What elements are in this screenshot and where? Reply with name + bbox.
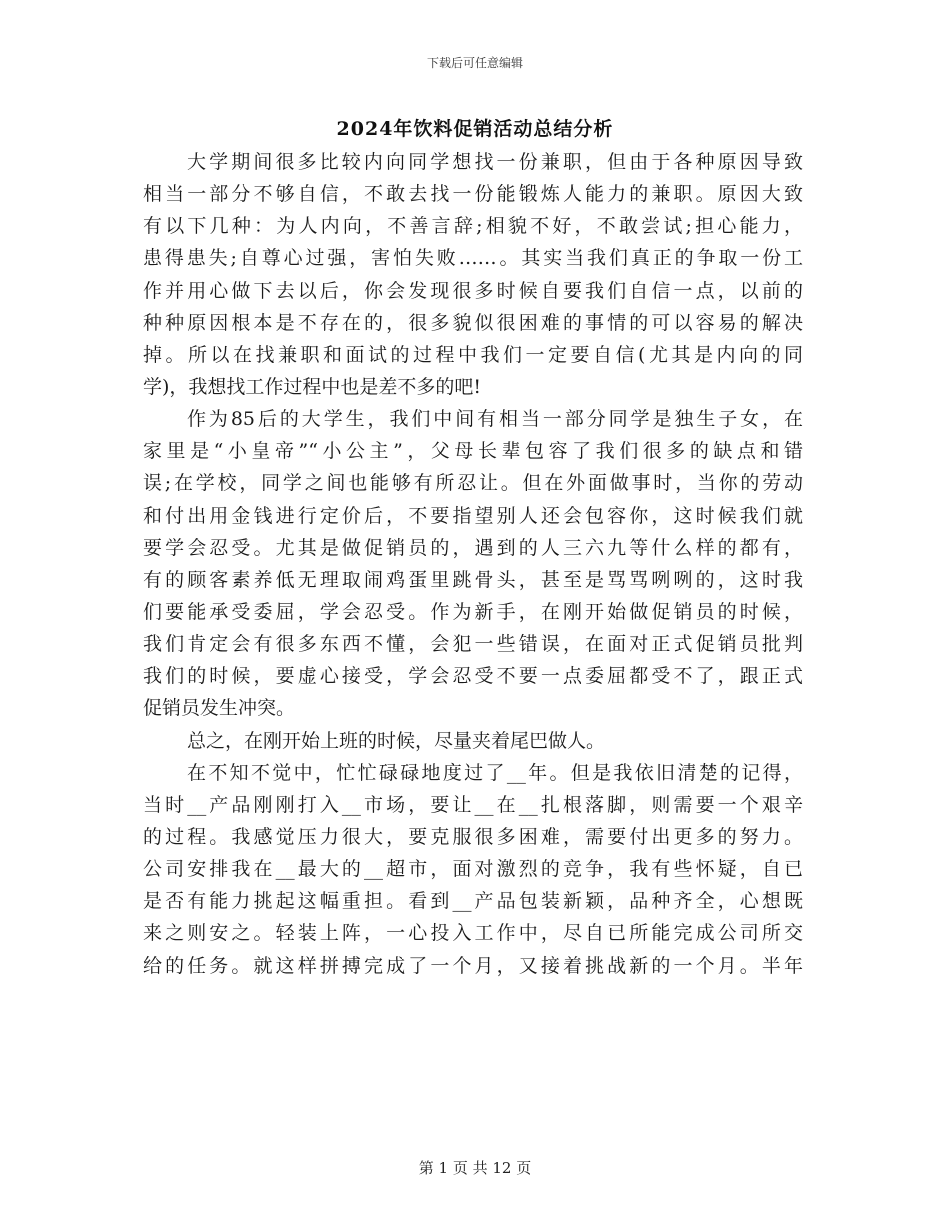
text-line: 家里是“小皇帝”“小公主”，父母长辈包容了我们很多的缺点和错 <box>143 440 803 463</box>
text-line: 和付出用金钱进行定价后，不要指望别人还会包容你，这时候我们就 <box>143 504 803 527</box>
document-title: 2024年饮料促销活动总结分析 <box>336 118 614 140</box>
text-line: 们要能承受委屈，学会忍受。作为新手，在刚开始做促销员的时候， <box>143 600 803 623</box>
text-line: 患得患失;自尊心过强，害怕失败……。其实当我们真正的争取一份工 <box>143 247 803 270</box>
text-line: 学)，我想找工作过程中也是差不多的吧! <box>143 375 482 398</box>
text-line: 总之，在刚开始上班的时候，尽量夹着尾巴做人。 <box>187 729 606 752</box>
text-line: 种种原因根本是不存在的，很多貌似很困难的事情的可以容易的解决 <box>143 311 803 334</box>
text-line: 给的任务。就这样拼搏完成了一个月，又接着挑战新的一个月。半年 <box>143 954 803 977</box>
text-line: 当时__产品刚刚打入__市场，要让__在__扎根落脚，则需要一个艰辛 <box>143 793 803 816</box>
header-note: 下载后可任意编辑 <box>426 56 523 70</box>
text-line: 掉。所以在找兼职和面试的过程中我们一定要自信(尤其是内向的同 <box>143 343 803 366</box>
text-line: 是否有能力挑起这幅重担。看到__产品包装新颖，品种齐全，心想既 <box>143 890 803 913</box>
text-line: 相当一部分不够自信，不敢去找一份能锻炼人能力的兼职。原因大致 <box>143 183 803 206</box>
text-line: 大学期间很多比较内向同学想找一份兼职，但由于各种原因导致 <box>187 151 803 173</box>
text-line: 要学会忍受。尤其是做促销员的，遇到的人三六九等什么样的都有， <box>143 536 803 559</box>
document-body <box>143 146 803 982</box>
page-number: 第 1 页 共 12 页 <box>418 1159 532 1177</box>
text-line: 促销员发生冲突。 <box>143 697 296 720</box>
paragraph <box>143 757 803 982</box>
text-line: 误;在学校，同学之间也能够有所忍让。但在外面做事时，当你的劳动 <box>143 472 803 495</box>
text-line: 作为85后的大学生，我们中间有相当一部分同学是独生子女，在 <box>187 408 803 431</box>
text-line: 作并用心做下去以后，你会发现很多时候自要我们自信一点，以前的 <box>143 279 803 302</box>
text-line: 我们肯定会有很多东西不懂，会犯一些错误，在面对正式促销员批判 <box>143 633 803 656</box>
text-line: 有的顾客素养低无理取闹鸡蛋里跳骨头，甚至是骂骂咧咧的，这时我 <box>143 568 803 591</box>
text-line: 来之则安之。轻装上阵，一心投入工作中，尽自已所能完成公司所交 <box>143 922 803 945</box>
paragraph <box>143 403 803 724</box>
text-line: 有以下几种：为人内向，不善言辞;相貌不好，不敢尝试;担心能力， <box>143 215 803 238</box>
text-line: 的过程。我感觉压力很大，要克服很多困难，需要付出更多的努力。 <box>143 825 803 848</box>
paragraph <box>143 146 803 403</box>
text-line: 我们的时候，要虚心接受，学会忍受不要一点委屈都受不了，跟正式 <box>143 665 803 688</box>
text-line: 在不知不觉中，忙忙碌碌地度过了__年。但是我依旧清楚的记得， <box>187 761 803 784</box>
text-line: 公司安排我在__最大的__超市，面对激烈的竞争，我有些怀疑，自已 <box>143 858 803 881</box>
paragraph <box>143 725 803 757</box>
